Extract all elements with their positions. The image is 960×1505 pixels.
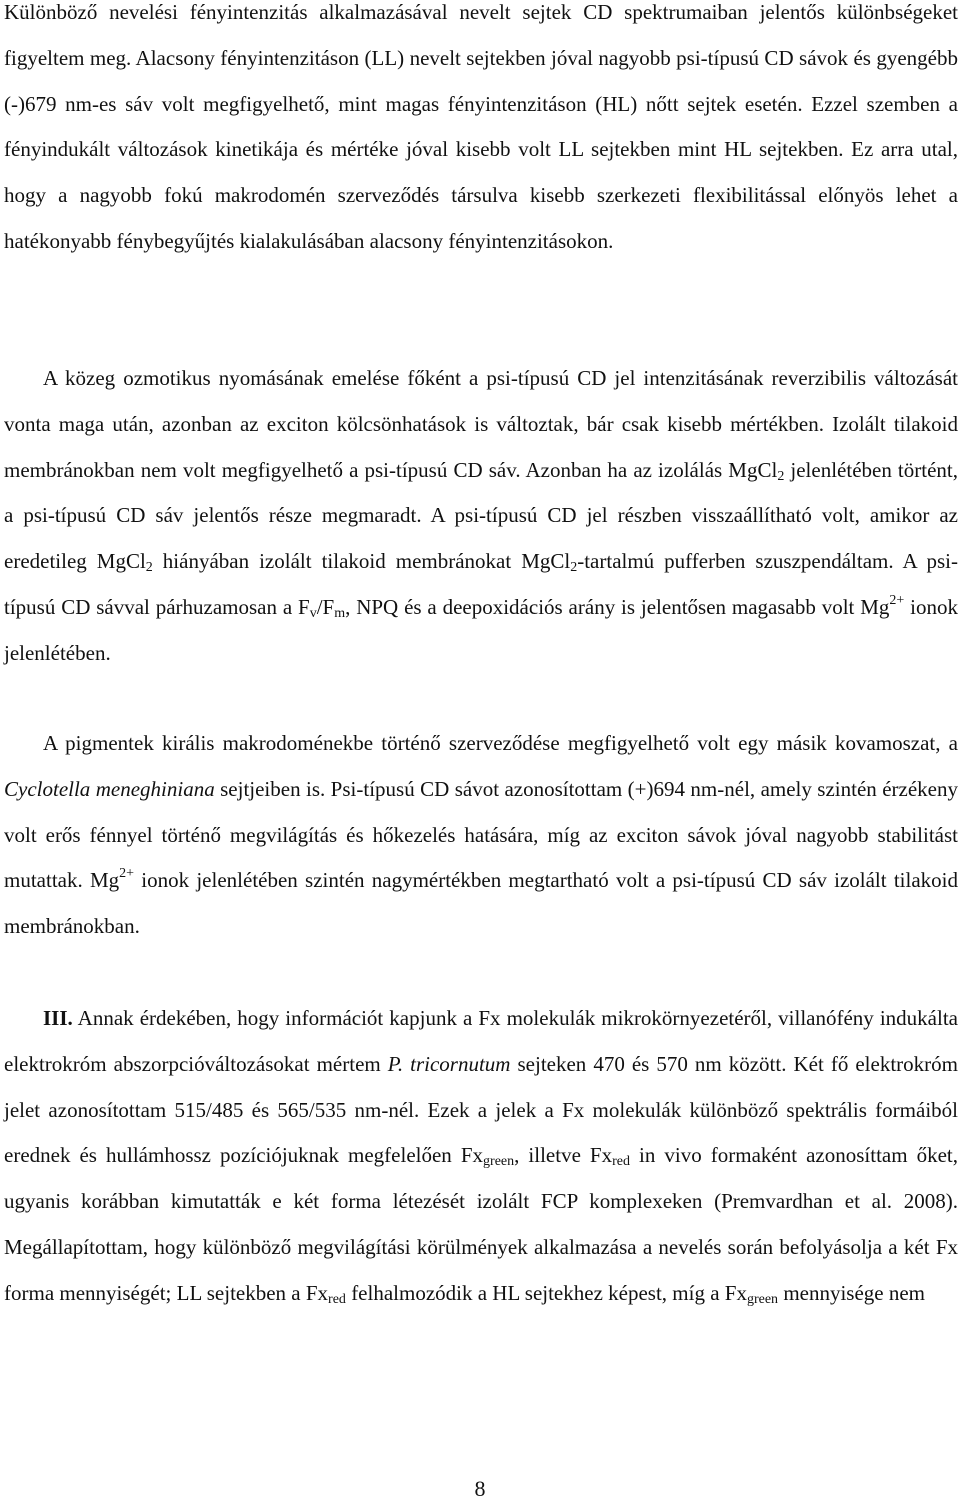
paragraph-cd-spectra-light: Különböző nevelési fényintenzitás alkalmazásával nevelt sejtek CD spektrumaiban jelentős különbségeket figyeltem meg. Alacsony fényintenzitáson (LL) nevelt sejtekben jóval nagyobb psi-típusú CD sávok és gyengébb (-)679 nm-es sáv volt megfigyelhető, mint magas fényintenzitáson (HL) nőtt sejtek esetén. Ezzel szemben a fényindukált változások kinetikája és mértéke jóval kisebb volt LL sejtekben mint HL sejtekben. Ez arra utal, hogy a nagyobb fokú makrodomén szerveződés társulva kisebb szerkezeti flexibilitással előnyös lehet a hatékonyabb fénybegyűjtés kialakulásában alacsony fényintenzitásokon. [4, 0, 958, 253]
species-name: P. tricornutum [387, 1051, 511, 1076]
superscript: 2+ [889, 592, 905, 608]
page-number: 8 [474, 1476, 486, 1501]
text-run: hiányában izolált tilakoid membránokat MgCl [152, 549, 571, 574]
text-run: mennyisége nem [778, 1280, 926, 1305]
subscript: green [483, 1154, 515, 1170]
subscript: 2 [777, 468, 785, 484]
text-run: /F [316, 594, 335, 619]
text-run: A pigmentek királis makrodoménekbe történő szerveződése megfigyelhető volt egy másik kovamoszat, a [43, 731, 958, 755]
paragraph-osmotic-pressure [4, 356, 958, 677]
subscript: m [334, 605, 346, 621]
text-run: , illetve Fx [514, 1143, 613, 1168]
subscript: 2 [145, 560, 153, 576]
text-run: jelenlétében történt, a psi-típusú CD sáv jelentős része megmaradt. A psi-típusú CD jel részben visszaállítható volt, amikor az eredetileg MgCl [4, 457, 959, 574]
text-run: ionok jelenlétében. [4, 594, 958, 665]
text-run: sejtjeiben is. Psi-típusú CD sávot azonosítottam (+)694 nm-nél, amely szintén érzékeny volt erős fénnyel történő megvilágítás és hőkezelés hatására, míg az exciton sávok jóval nagyobb stabilitást mutattak. Mg [4, 776, 958, 893]
subscript: red [612, 1154, 630, 1170]
section-heading: III. [43, 1006, 73, 1030]
paragraph-cyclotella [4, 721, 958, 950]
subscript: v [309, 605, 317, 621]
text-run: -tartalmú pufferben szuszpendáltam. A psi-típusú CD sávval párhuzamosan a F [4, 549, 958, 619]
text-run: in vivo formaként azonosíttam őket, ugyanis korábban kimutatták e két forma létezését izolált FCP komplexeken (Premvardhan et al. 2008). Megállapítottam, hogy különböző megvilágítási körülmények alkalmazása a nevelés során befolyásolja a két Fx forma mennyiségét; LL sejtekben a Fx [4, 1143, 958, 1305]
text-run: A közeg ozmotikus nyomásának emelése főként a psi-típusú CD jel intenzitásának reverzibilis változását vonta maga után, azonban az exciton kölcsönhatások is változtak, bár csak kisebb mértékben. Izolált tilakoid membránokban nem volt megfigyelhető a psi-típusú CD sáv. Azonban ha az izolálás MgCl [4, 366, 958, 482]
text-run: sejteken 470 és 570 nm között. Két fő elektrokróm jelet azonosítottam 515/485 és 565/535 nm-nél. Ezek a jelek a Fx molekulák különböző spektrális formáiból erednek és hullámhossz pozíciójuknak megfelelően Fx [4, 1051, 958, 1168]
species-name: Cyclotella meneghiniana [4, 776, 215, 801]
subscript: red [328, 1291, 346, 1307]
text-run: felhalmozódik a HL sejtekhez képest, míg a Fx [345, 1280, 747, 1305]
text-run: ionok jelenlétében szintén nagymértékben megtartható volt a psi-típusú CD sáv izolált tilakoid membránokban. [4, 868, 958, 939]
subscript: 2 [570, 560, 578, 576]
superscript: 2+ [119, 866, 135, 882]
text-run: , NPQ és a deepoxidációs arány is jelentősen magasabb volt Mg [345, 594, 890, 619]
paragraph-section-iii [4, 996, 958, 1317]
subscript: green [746, 1291, 779, 1307]
text-run: Annak érdekében, hogy információt kapjunk a Fx molekulák mikrokörnyezetéről, villanófény indukálta elektrokróm abszorpcióváltozásokat mértem [4, 1006, 958, 1076]
